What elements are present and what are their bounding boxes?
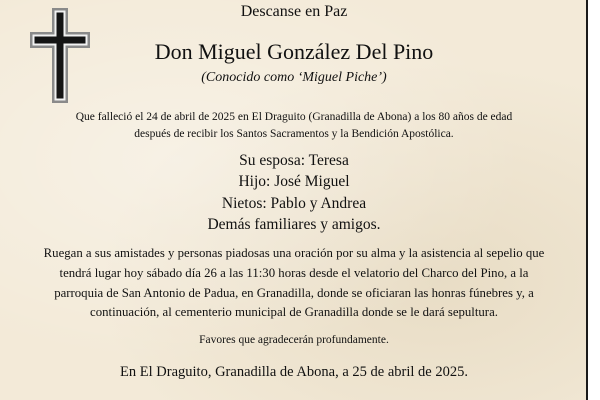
nickname: (Conocido como ‘Miguel Piche’) (201, 70, 387, 85)
funeral-details-line: tendrá lugar hoy sábado día 26 a las 11:30 horas desde el velatorio del Charco del Pino, a la (59, 266, 529, 280)
heading: Descanse en Paz (240, 3, 348, 20)
funeral-details-line: continuación, al cementerio municipal de Granadilla donde se le dará sepultura. (90, 305, 498, 319)
family-son: Hijo: José Miguel (238, 173, 350, 190)
family-spouse: Su esposa: Teresa (239, 152, 349, 169)
death-line: después de recibir los Santos Sacramentos y la Bendición Apostólica. (134, 128, 454, 140)
deceased-name: Don Miguel González Del Pino (154, 39, 434, 64)
thanks-line: Favores que agradecerán profundamente. (199, 334, 389, 346)
family-others: Demás familiares y amigos. (207, 216, 381, 233)
death-line: Que falleció el 24 de abril de 2025 en El Draguito (Granadilla de Abona) a los 80 años de edad (75, 111, 513, 123)
funeral-details-line: Ruegan a sus amistades y personas piadosas una oración por su alma y la asistencia al sepelio que (43, 246, 545, 260)
closing-place-date: En El Draguito, Granadilla de Abona, a 25 de abril de 2025. (120, 364, 468, 380)
funeral-details-line: parroquia de San Antonio de Padua, en Granadilla, donde se oficiaran las honras fúnebres y, a (54, 286, 534, 300)
family-grandchildren: Nietos: Pablo y Andrea (221, 195, 367, 212)
